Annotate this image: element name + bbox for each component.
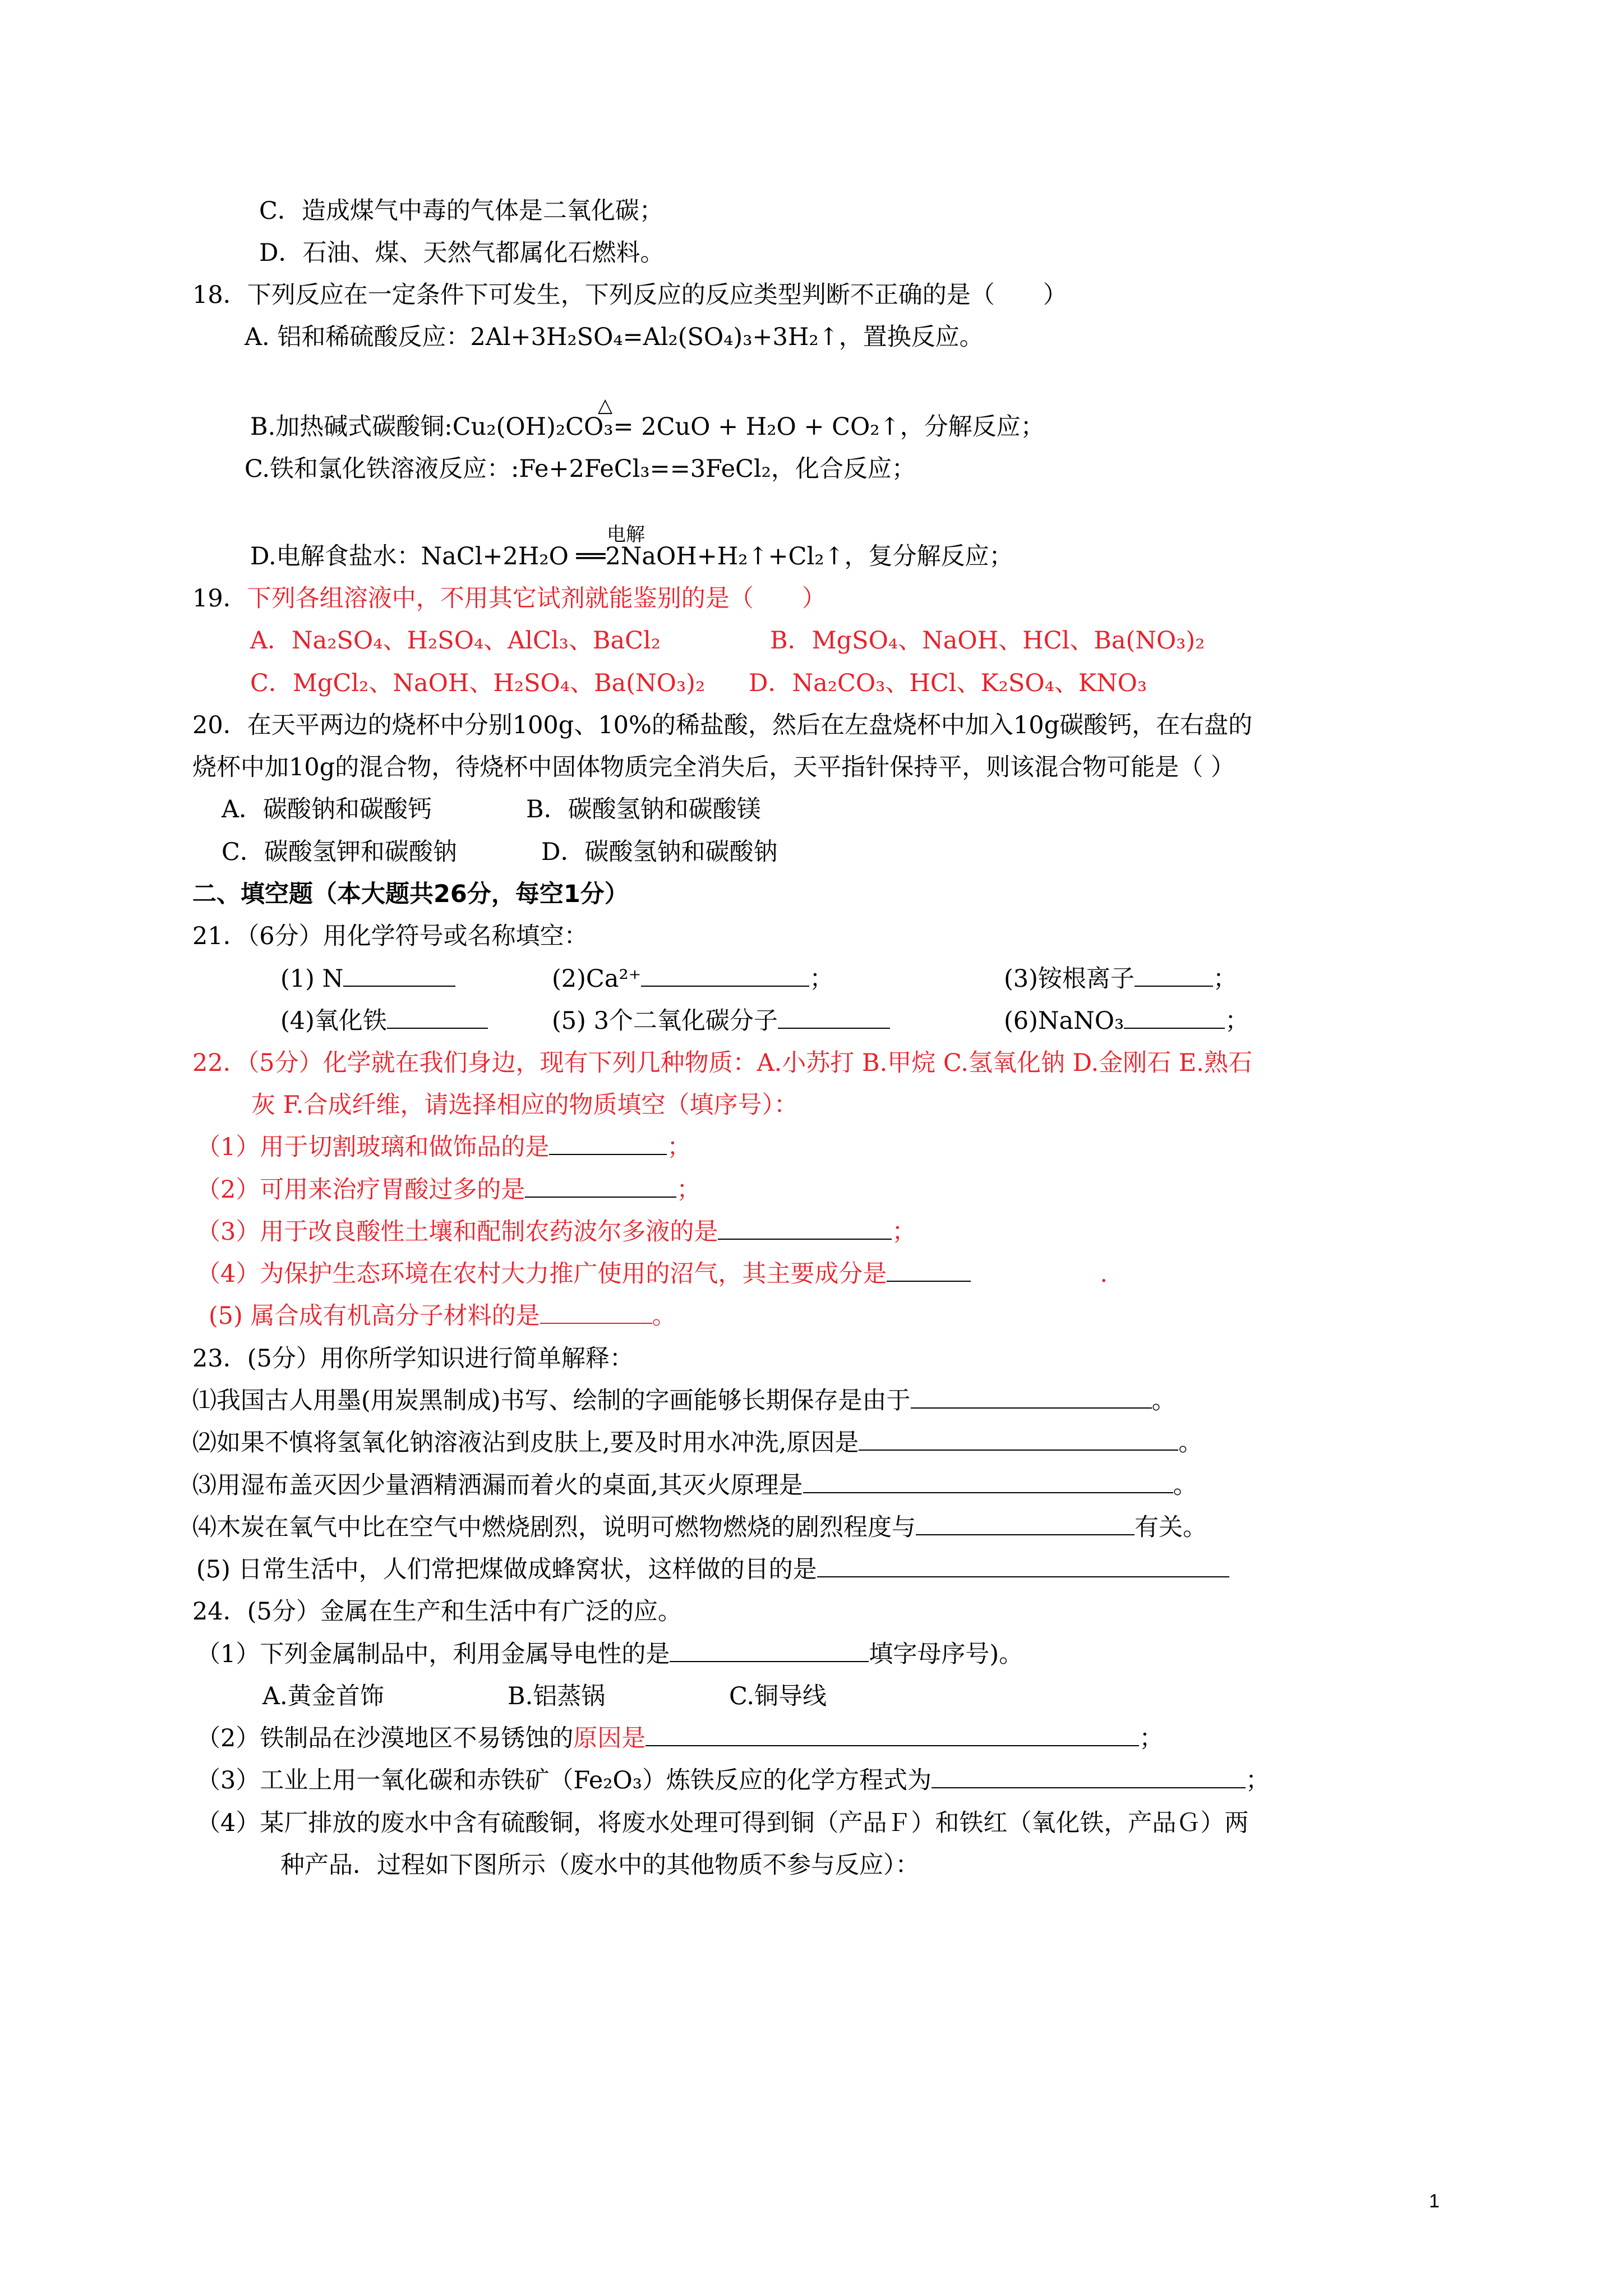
q21-item-6-semicolon: ； <box>1225 1007 1249 1035</box>
q21-item-3 <box>1004 963 1237 995</box>
q19-option-a: A．Na₂SO₄、H₂SO₄、AlCl₃、BaCl₂ <box>250 627 661 655</box>
q20-line-1: 20．在天平两边的烧杯中分别100g、10%的稀盐酸，然后在左盘烧杯中加入10g碳酸钙，在右盘的 <box>192 711 1253 739</box>
q21-blank-3[interactable] <box>1135 963 1213 987</box>
q24-part-2-semicolon: ； <box>1139 1724 1164 1752</box>
q23-part-3 <box>192 1470 1197 1501</box>
q24-blank-2[interactable] <box>645 1723 1139 1746</box>
q22-blank-5[interactable] <box>540 1300 652 1324</box>
q23-blank-4[interactable] <box>916 1512 1135 1535</box>
q18-option-d: D.电解食盐水：NaCl+2H₂O ══2NaOH+H₂↑+Cl₂↑，复分解反应； <box>250 542 1013 570</box>
q21-item-4-label: (4)氧化铁 <box>280 1007 387 1035</box>
q23-part-3-period: 。 <box>1173 1471 1197 1499</box>
q20-option-d: D．碳酸氢钠和碳酸钠 <box>541 838 778 866</box>
q24-blank-3[interactable] <box>932 1765 1246 1788</box>
q22-blank-3[interactable] <box>718 1216 892 1240</box>
q22-part-1-text: （1）用于切割玻璃和做饰品的是 <box>196 1133 550 1161</box>
q23-blank-2[interactable] <box>859 1427 1178 1451</box>
q22-part-2-semicolon: ； <box>676 1176 701 1204</box>
q20-line-2: 烧杯中加10g的混合物，待烧杯中固体物质完全消失后，天平指针保持平，则该混合物可能是（ ） <box>192 753 1235 781</box>
q22-part-3 <box>196 1216 916 1248</box>
q22-blank-1[interactable] <box>549 1131 667 1155</box>
q24-part-2-red-text: 原因是 <box>573 1724 646 1752</box>
page-number: 1 <box>1429 2191 1440 2212</box>
q22-part-4-text: （4）为保护生态环境在农村大力推广使用的沼气，其主要成分是 <box>196 1260 887 1288</box>
q21-item-5 <box>552 1005 890 1037</box>
q23-part-1-period: 。 <box>1151 1387 1176 1415</box>
q18-option-b: B.加热碱式碳酸铜:Cu₂(OH)₂CO₃= 2CuO + H₂O + CO₂↑，分解反应； <box>250 413 1045 441</box>
q21-item-6-label: (6)NaNO₃ <box>1004 1007 1124 1035</box>
q24-part-1-text: （1）下列金属制品中，利用金属导电性的是 <box>196 1640 670 1668</box>
q22-part-2 <box>196 1174 700 1205</box>
q18-stem: 18．下列反应在一定条件下可发生，下列反应的反应类型判断不正确的是（ ） <box>192 281 1067 309</box>
q22-part-3-text: （3）用于改良酸性土壤和配制农药波尔多液的是 <box>196 1218 718 1246</box>
q19-option-c: C．MgCl₂、NaOH、H₂SO₄、Ba(NO₃)₂ <box>250 669 706 697</box>
q23-part-4-text: ⑷木炭在氧气中比在空气中燃烧剧烈，说明可燃物燃烧的剧烈程度与 <box>192 1513 916 1542</box>
q23-part-4-end: 有关。 <box>1135 1513 1207 1542</box>
q21-item-5-label: (5) 3个二氧化碳分子 <box>552 1007 778 1035</box>
q22-blank-4[interactable] <box>887 1258 971 1282</box>
q19-option-d: D．Na₂CO₃、HCl、K₂SO₄、KNO₃ <box>749 669 1147 697</box>
q21-item-3-semicolon: ； <box>1212 965 1237 993</box>
q21-blank-4[interactable] <box>387 1005 488 1029</box>
q21-blank-2[interactable] <box>641 963 809 987</box>
q24-part-4-line-2: 种产品．过程如下图所示（废水中的其他物质不参与反应）： <box>280 1851 920 1879</box>
q19-stem <box>192 583 826 614</box>
q23-part-1 <box>192 1385 1176 1416</box>
q23-part-2 <box>192 1427 1202 1458</box>
q23-part-5 <box>196 1554 1229 1585</box>
q23-blank-5[interactable] <box>817 1554 1229 1577</box>
q22-part-1 <box>196 1131 691 1163</box>
q22-part-4-dot: . <box>1100 1260 1108 1288</box>
q24-part-4-line-1: （4）某厂排放的废水中含有硫酸铜，将废水处理可得到铜（产品Ｆ）和铁红（氧化铁，产品Ｇ）两 <box>196 1809 1249 1837</box>
q21-blank-6[interactable] <box>1124 1005 1225 1029</box>
q18-option-c: C.铁和氯化铁溶液反应：:Fe+2FeCl₃==3FeCl₂，化合反应； <box>245 455 916 483</box>
q20-option-a: A．碳酸钠和碳酸钙 <box>222 795 432 823</box>
q23-blank-3[interactable] <box>803 1470 1173 1493</box>
q24-part-2 <box>196 1723 1163 1754</box>
q18-electrolysis-label: 电解 <box>607 523 645 546</box>
q24-option-b: B.铝蒸锅 <box>508 1682 606 1710</box>
q23-part-1-text: ⑴我国古人用墨(用炭黑制成)书写、绘制的字画能够长期保存是由于 <box>192 1387 911 1415</box>
q22-part-5-text: (5) 属合成有机高分子材料的是 <box>209 1302 540 1330</box>
q23-part-3-text: ⑶用湿布盖灭因少量酒精洒漏而着火的桌面,其灭火原理是 <box>192 1471 803 1499</box>
q21-item-1-label: (1) N <box>280 965 344 993</box>
q22-part-2-text: （2）可用来治疗胃酸过多的是 <box>196 1176 525 1204</box>
q22-line-1: 22．（5分）化学就在我们身边，现有下列几种物质：A.小苏打 B.甲烷 C.氢氧化钠 D.金刚石 E.熟石 <box>192 1049 1252 1077</box>
q20-option-b: B．碳酸氢钠和碳酸镁 <box>526 795 761 823</box>
q21-item-2-semicolon: ； <box>809 965 834 993</box>
q21-item-3-label: (3)铵根离子 <box>1004 965 1135 993</box>
q21-blank-5[interactable] <box>778 1005 890 1029</box>
q23-blank-1[interactable] <box>911 1385 1152 1409</box>
section-2-heading: 二、填空题（本大题共26分，每空1分） <box>192 880 629 908</box>
q24-option-a: A.黄金首饰 <box>262 1682 384 1710</box>
q20-option-c: C．碳酸氢钾和碳酸钠 <box>222 838 457 866</box>
q21-item-2 <box>552 963 833 995</box>
q22-blank-2[interactable] <box>525 1174 676 1198</box>
q24-part-3 <box>196 1765 1270 1796</box>
q23-part-2-text: ⑵如果不慎将氢氧化钠溶液沾到皮肤上,要及时用水冲洗,原因是 <box>192 1429 859 1457</box>
q17-option-d: D．石油、煤、天然气都属化石燃料。 <box>259 239 665 267</box>
q19-stem-text: 下列各组溶液中，不用其它试剂就能鉴别的是（ ） <box>247 585 826 613</box>
q22-part-5-period: 。 <box>652 1302 676 1330</box>
q21-item-4 <box>280 1005 488 1037</box>
q22-part-5 <box>209 1300 676 1332</box>
q19-option-b: B．MgSO₄、NaOH、HCl、Ba(NO₃)₂ <box>770 627 1205 655</box>
q24-stem: 24．(5分）金属在生产和生活中有广泛的应。 <box>192 1598 682 1626</box>
q22-part-4 <box>196 1258 1108 1290</box>
q19-number: 19． <box>192 585 247 613</box>
q21-blank-1[interactable] <box>343 963 455 987</box>
q23-part-2-period: 。 <box>1178 1429 1203 1457</box>
q24-part-3-text: （3）工业上用一氧化碳和赤铁矿（Fe₂O₃）炼铁反应的化学方程式为 <box>196 1766 932 1795</box>
q22-part-1-semicolon: ； <box>667 1133 691 1161</box>
q18-option-a: A. 铝和稀硫酸反应：2Al+3H₂SO₄=Al₂(SO₄)₃+3H₂↑，置换反应。 <box>245 323 984 351</box>
q24-blank-1[interactable] <box>670 1639 869 1662</box>
q23-stem: 23．(5分）用你所学知识进行简单解释： <box>192 1345 634 1373</box>
q22-part-3-semicolon: ； <box>892 1218 916 1246</box>
q17-option-c: C．造成煤气中毒的气体是二氧化碳； <box>259 197 663 225</box>
q23-part-5-text: (5) 日常生活中，人们常把煤做成蜂窝状，这样做的目的是 <box>196 1556 817 1584</box>
q24-part-3-semicolon: ； <box>1246 1766 1270 1795</box>
q24-part-1 <box>196 1639 1023 1670</box>
q24-part-1-end: 填字母序号)。 <box>869 1640 1023 1668</box>
heating-triangle-icon: △ <box>598 394 613 417</box>
q24-option-c: C.铜导线 <box>729 1682 827 1710</box>
q21-item-6 <box>1004 1005 1249 1037</box>
q22-line-2: 灰 F.合成纤维，请选择相应的物质填空（填序号）： <box>251 1091 798 1119</box>
q21-item-2-label: (2)Ca²⁺ <box>552 965 642 993</box>
q23-part-4 <box>192 1512 1207 1543</box>
q21-stem: 21．（6分）用化学符号或名称填空： <box>192 922 588 950</box>
q24-part-2-text: （2）铁制品在沙漠地区不易锈蚀的 <box>196 1724 574 1752</box>
q21-item-1 <box>280 963 455 995</box>
